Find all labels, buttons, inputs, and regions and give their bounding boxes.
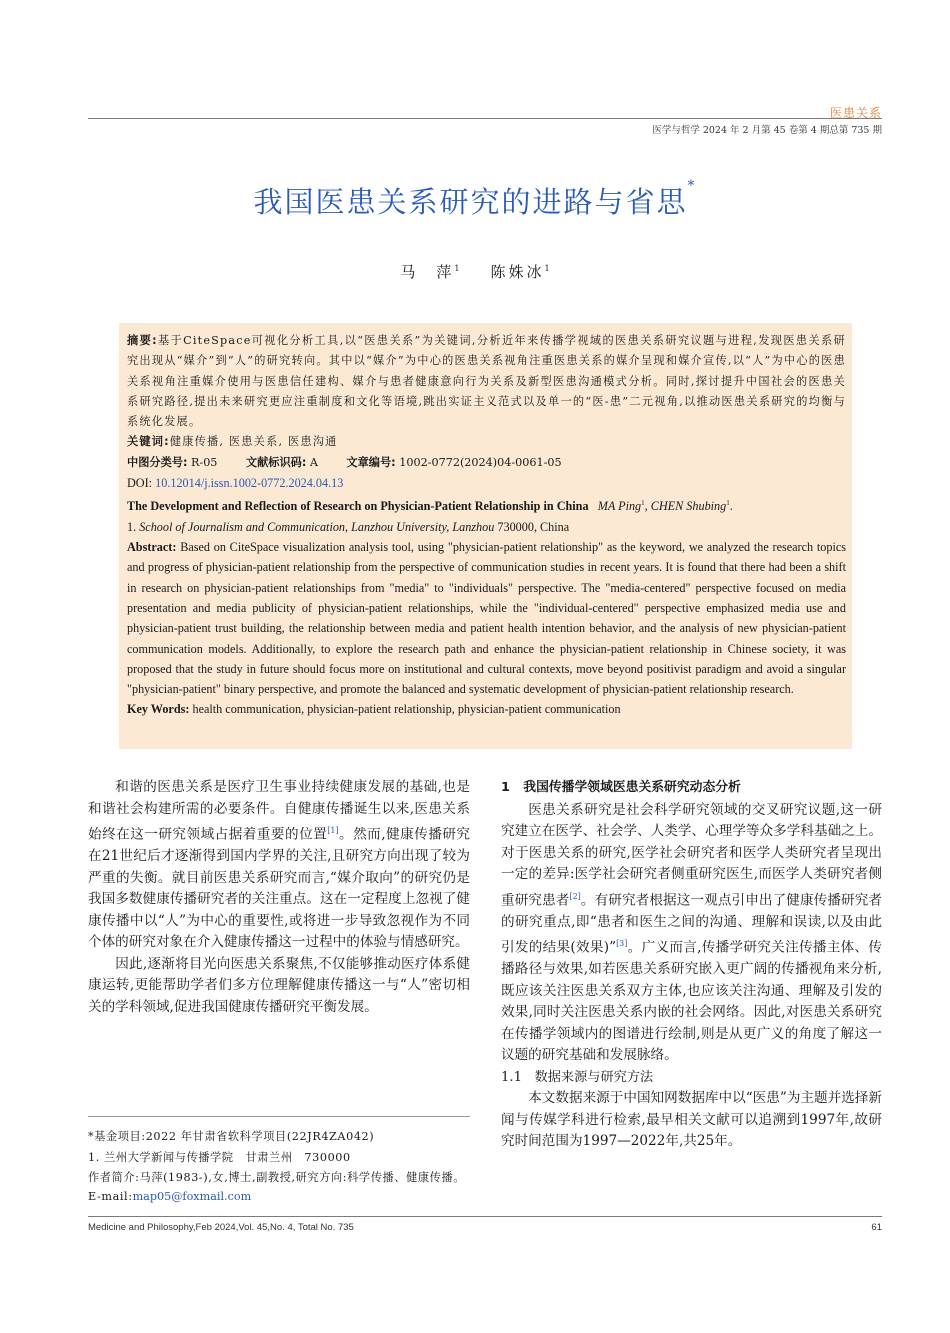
doi-label: DOI: [127,476,153,491]
subsection-title: 数据来源与研究方法 [534,1069,654,1085]
en-author-sup: 1 [641,499,645,508]
footnote-bio [88,1169,473,1206]
en-affil-tail: 730000, China [497,519,570,534]
author-name: 马 萍 [400,263,455,281]
article-no-value: 1002-0772(2024)04-0061-05 [399,455,562,469]
abstract-en-text: Based on CiteSpace visualization analysis tool, using "physician-patient relationship" as the keyword, we analyzed the research topics and progress of physician-patient relationship from the perspective of communication studies in recent years. It is found that there had been a shift in research on physician-patient relationships from "media" to "individuals" perspective. The "media-centered" perspective focused on media presentation and media publicity of physician-patient relationships, while the "individual-centered" perspective emphasized media use and physician-patient trust building, the relationship between media and patient health intention behavior, and the analysis of new physician-patient communication models. Additionally, to explore the research path and enhance the physician-patient relationship in Chinese society, it was proposed that the study in future should focus more on institutional and cultural contexts, move beyond positivist paradigm and avoid a singular "physician-patient" binary perspective, and promote the balanced and systematic development of physician-patient relationship research. [127,540,846,697]
clc-value: R-05 [190,455,218,469]
left-column [88,777,470,1018]
doi-line [127,473,846,493]
section-heading [501,777,882,799]
section-title: 我国传播学领域医患关系研究动态分析 [523,780,741,795]
para-text: 。有研究者根据这一观点引申出了健康传播研究者的研究重点,即“患者和医生之间的沟通、理解和误读,以及由此引发的结果(效果)” [501,892,883,956]
abstract-en [127,537,846,699]
doc-code-label: 文献标识码: [245,455,307,469]
keywords-cn-text: 健康传播, 医患关系, 医患沟通 [169,435,338,449]
page-number: 61 [871,1222,882,1233]
right-column [501,777,882,1153]
article-no-label: 文章编号: [346,455,396,469]
footnote-fund: *基金项目:2022 年甘肃省软科学项目(22JR4ZA042) [88,1130,375,1143]
abstract-box [119,323,852,749]
footnotes [88,1128,473,1208]
en-affiliation [127,517,846,537]
en-affil-text: School of Journalism and Communication, Lanzhou University, Lanzhou [139,519,495,534]
title-text: 我国医患关系研究的进路与省思 [253,185,688,219]
keywords-en-text: health communication, physician-patient relationship, physician-patient communication [192,702,621,717]
en-title-line: The Development and Reflection of Research on Physician-Patient Relationship in China MA Ping$^1$, CHEN Shubing$^1$. [127,499,733,514]
body-paragraph [88,777,470,954]
author-affil-sup: 1 [454,264,460,273]
article-title [0,180,950,221]
para-text: 和谐的医患关系是医疗卫生事业持续健康发展的基础,也是和谐社会构建所需的必要条件。自健康传播诞生以来,医患关系始终在这一研究领域占据着重要的位置 [88,779,470,843]
doi-link[interactable]: 10.12014/j.issn.1002-0772.2024.04.13 [155,476,344,491]
subsection-heading [501,1067,882,1089]
en-author-sup: 1 [726,499,730,508]
keywords-en [127,699,846,719]
author-line [0,261,950,282]
classification-line [127,453,846,473]
citation-ref[interactable]: [3] [616,939,628,949]
body-paragraph: 因此,逐渐将目光向医患关系聚焦,不仅能够推动医疗体系健康运转,更能帮助学者们多方位理解健康传播这一与“人”密切相关的学科领域,促进我国健康传播研究平衡发展。 [88,955,470,1015]
footnote-bio-text: 作者简介:马萍(1983-),女,博士,副教授,研究方向:科学传播、健康传播。E-mail: [88,1171,466,1203]
para-text: 。广义而言,传播学研究关注传播主体、传播路径与效果,如若医患关系研究嵌入更广阔的传播视角来分析,既应该关注医患关系双方主体,也应该关注沟通、理解及引发的效果,同时关注医患关系内嵌的社会网络。因此,对医患关系研究在传播学领域内的图谱进行绘制,则是从更广义的角度了解这一议题的研究基础和发展脉络。 [501,939,882,1064]
abstract-cn-label: 摘要: [127,334,158,347]
header-rule [88,118,882,119]
en-author: CHEN Shubing [650,499,727,514]
section-tag: 医患关系 [829,106,882,120]
title-footnote-mark: * [687,178,697,194]
body-paragraph: 本文数据来源于中国知网数据库中以“医患”为主题并选择新闻与传媒学科进行检索,最早相关文献可以追溯到1997年,故研究时间范围为1997—2022年,共25年。 [501,1090,882,1150]
en-title: The Development and Reflection of Research on Physician-Patient Relationship in China [127,499,589,514]
footnote-affiliation: 1. 兰州大学新闻与传播学院 甘肃兰州 730000 [88,1150,351,1164]
section-number: 1 [501,780,510,795]
abstract-cn [127,331,846,432]
doc-code-value: A [309,455,318,469]
abstract-en-label: Abstract: [127,540,177,555]
abstract-cn-text: 基于CiteSpace可视化分析工具,以“医患关系”为关键词,分析近年来传播学视域的医患关系研究议题与进程,发现医患关系研究出现从“媒介”到“人”的研究转向。其中以“媒介”为中心的医患关系视角注重医患关系的媒介呈现和媒介宣传,以“人”为中心的医患关系视角注重媒介使用与医患信任建构、媒介与患者健康意向行为关系及新型医患沟通模式分析。同时,探讨提升中国社会的医患关系研究路径,提出未来研究更应注重制度和文化等语境,跳出实证主义范式以及单一的“医-患”二元视角,以推动医患关系研究的均衡与系统化发展。 [127,334,846,429]
footnote-rule [88,1116,470,1117]
footer-journal: Medicine and Philosophy,Feb 2024,Vol. 45,No. 4, Total No. 735 [88,1222,354,1233]
keywords-cn-label: 关键词: [127,435,170,449]
author-affil-sup: 1 [544,264,550,273]
keywords-cn [127,432,846,452]
en-author: MA Ping [597,499,642,514]
keywords-en-label: Key Words: [127,702,190,717]
citation-ref[interactable]: [2] [569,891,581,901]
body-paragraph [501,800,882,1067]
en-affil-num: 1. [127,519,137,534]
clc-label: 中图分类号: [127,455,188,469]
para-text: 医患关系研究是社会科学研究领域的交叉研究议题,这一研究建立在医学、社会学、人类学、心理学等众多学科基础之上。对于医患关系的研究,医学社会研究者和医学人类研究者呈现出一定的差异:医学社会研究者侧重研究医生,而医学人类研究者侧重研究患者 [501,801,882,909]
subsection-number: 1.1 [501,1069,522,1085]
para-text: 。然而,健康传播研究在21世纪后才逐渐得到国内学界的关注,且研究方向出现了较为严重的失衡。就目前医患关系研究而言,“媒介取向”的研究仍是我国多数健康传播研究者的关注重点。这在一定程度上忽视了健康传播中以“人”为中心的重要性,或将进一步导致忽视作为不同个体的研究对象在介入健康传播这一过程中的体验与情感研究。 [88,826,471,951]
footer-rule [88,1216,882,1217]
journal-info: 医学与哲学 2024 年 2 月第 45 卷第 4 期总第 735 期 [652,125,882,136]
author-name: 陈姝冰 [490,263,545,281]
email-link[interactable]: map05@foxmail.com [132,1189,252,1203]
citation-ref[interactable]: [1] [327,826,339,835]
